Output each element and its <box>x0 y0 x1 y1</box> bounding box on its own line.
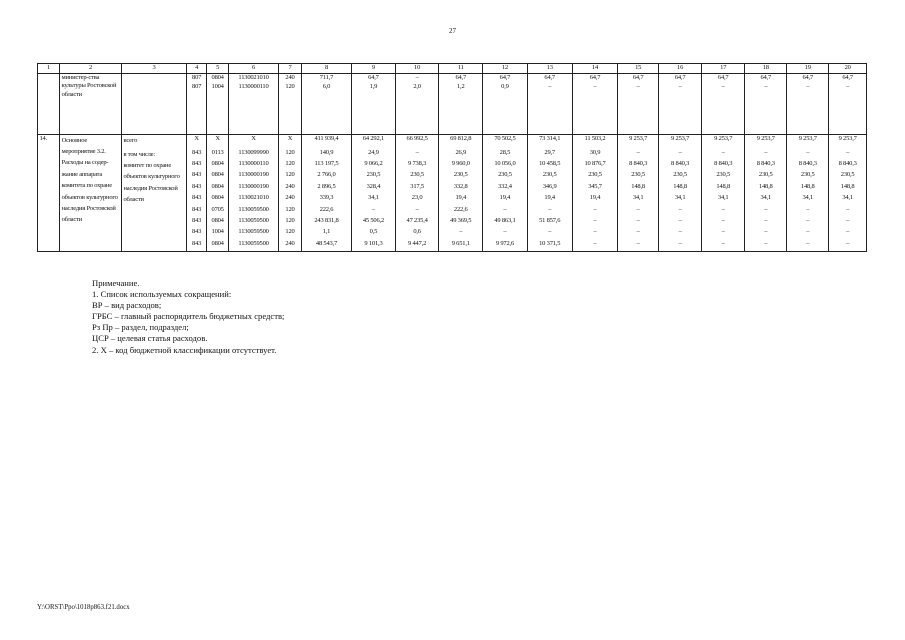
cell-value: 64,7 <box>632 73 644 81</box>
cell-value: 64,7 <box>760 73 772 81</box>
cell-value: 1,1 <box>322 228 331 236</box>
year-value-cell <box>351 134 395 252</box>
year-value-cell <box>702 134 745 252</box>
cell-value: – <box>806 228 810 236</box>
cell-value: 11 503,2 <box>584 134 606 142</box>
notes-line: ГРБС – главный распорядитель бюджетных средств; <box>92 311 285 322</box>
cell-value: – <box>846 228 850 236</box>
year-value-cell <box>829 134 867 252</box>
cell-value: – <box>806 216 810 224</box>
vr-cell <box>278 134 301 252</box>
cell-value: 113 197,5 <box>314 159 339 167</box>
col-header: 10 <box>396 64 439 74</box>
cell-value: 843 <box>192 205 202 213</box>
cell-value: 64,7 <box>717 73 729 81</box>
cell-value: X <box>194 134 199 142</box>
cell-value: 120 <box>285 148 295 156</box>
cell-value: 1130059500 <box>238 216 269 224</box>
cell-value: – <box>548 228 552 236</box>
year-value-cell <box>527 73 572 134</box>
year-value-cell <box>302 134 352 252</box>
col-header: 15 <box>618 64 659 74</box>
cell-value: 9 101,3 <box>364 239 383 247</box>
cell-value: 1130021010 <box>238 73 269 81</box>
year-value-cell <box>302 73 352 134</box>
cell-value: 230,5 <box>588 171 602 179</box>
cell-value: – <box>593 239 597 247</box>
cell-value: – <box>459 228 463 236</box>
cell-value: – <box>593 205 597 213</box>
col-header: 3 <box>121 64 186 74</box>
notes-line: ВР – вид расходов; <box>92 300 162 311</box>
cell-value: 1,9 <box>369 82 378 90</box>
executor-name: министер-ства культуры Ростовской области <box>60 73 122 134</box>
cell-value: 2 896,5 <box>317 182 336 190</box>
cell-value: – <box>593 228 597 236</box>
cell-value: 140,9 <box>319 148 334 156</box>
cell-value: 64 292,1 <box>362 134 385 142</box>
table-row-measure-3-2 <box>38 134 867 252</box>
cell-value: – <box>548 205 552 213</box>
year-value-cell <box>659 73 702 134</box>
cell-value: 120 <box>285 82 295 90</box>
cell-value: 230,5 <box>410 171 424 179</box>
cell-value: – <box>806 205 810 213</box>
cell-value: – <box>678 239 682 247</box>
cell-value: 1004 <box>211 82 224 90</box>
cell-value: X <box>215 134 220 142</box>
col-header: 8 <box>302 64 352 74</box>
col-header: 12 <box>483 64 527 74</box>
cell-value: – <box>678 148 682 156</box>
cell-value: 9 253,7 <box>756 134 775 142</box>
cell-value: 411 939,4 <box>314 134 339 142</box>
cell-value: 64,7 <box>499 73 511 81</box>
cell-value: 28,5 <box>499 148 511 156</box>
cell-value: 148,8 <box>716 182 731 190</box>
cell-value: – <box>678 216 682 224</box>
cell-value: 1004 <box>211 228 224 236</box>
cell-value: 64,7 <box>544 73 555 81</box>
cell-value: 339,3 <box>319 194 334 202</box>
cell-value: 9 960,0 <box>451 159 470 167</box>
cell-value: 148,8 <box>631 182 645 190</box>
cell-value: – <box>721 82 725 90</box>
cell-value: 19,4 <box>544 194 555 202</box>
cell-value: – <box>764 216 768 224</box>
cell-value: 843 <box>192 182 202 190</box>
col-header: 5 <box>207 64 229 74</box>
cell-value: 0804 <box>211 194 224 202</box>
year-value-cell <box>745 134 787 252</box>
cell-value: – <box>636 205 640 213</box>
cell-value: 8 840,3 <box>838 159 857 167</box>
column-number-row <box>38 64 867 74</box>
cell-value: 843 <box>192 148 202 156</box>
cell-value: 19,4 <box>589 194 601 202</box>
cell-value: 0705 <box>211 205 224 213</box>
cell-value: 1130059500 <box>238 228 269 236</box>
cell-value: 843 <box>192 171 202 179</box>
cell-value: – <box>636 239 640 247</box>
cell-value: 69 812,8 <box>450 134 472 142</box>
cell-value: 243 831,8 <box>314 216 339 224</box>
cell-value: 8 840,3 <box>671 159 690 167</box>
cell-value: 332,8 <box>453 182 468 190</box>
cell-value: – <box>721 216 725 224</box>
cell-value: – <box>371 205 375 213</box>
year-value-cell <box>829 73 867 134</box>
cell-value: – <box>806 239 810 247</box>
cell-value: 346,9 <box>542 182 557 190</box>
page-number: 27 <box>449 27 456 35</box>
notes-line: ЦСР – целевая статья расходов. <box>92 333 208 344</box>
cell-value: 34,1 <box>842 194 853 202</box>
cell-value: 34,1 <box>368 194 379 202</box>
cell-value: 1130000190 <box>238 171 269 179</box>
cell-value: 120 <box>285 171 295 179</box>
cell-value: 1130021010 <box>238 194 269 202</box>
cell-value: 332,4 <box>498 182 512 190</box>
cell-value: 317,5 <box>410 182 424 190</box>
cell-value: 0,5 <box>369 228 378 236</box>
cell-value: 8 840,3 <box>714 159 733 167</box>
col-header: 1 <box>38 64 60 74</box>
cell-value: – <box>764 82 768 90</box>
year-value-cell <box>483 134 527 252</box>
cell-value: 230,5 <box>673 171 687 179</box>
col-header: 14 <box>572 64 617 74</box>
cell-value: 1130059500 <box>238 205 269 213</box>
cell-value: 47 235,4 <box>406 216 428 224</box>
cell-value: 711,7 <box>319 73 334 81</box>
responsible-executor <box>121 134 186 252</box>
cell-value: 19,4 <box>499 194 511 202</box>
cell-value: 843 <box>192 159 202 167</box>
cell-value: 29,7 <box>544 148 555 156</box>
vr-cell <box>278 73 301 134</box>
col-header: 4 <box>187 64 207 74</box>
year-value-cell <box>396 73 439 134</box>
year-value-cell <box>396 134 439 252</box>
cell-value: – <box>415 148 419 156</box>
year-value-cell <box>618 73 659 134</box>
cell-value: 240 <box>285 73 295 81</box>
cell-value: – <box>721 205 725 213</box>
cell-value: – <box>846 205 850 213</box>
cell-value: 0804 <box>211 159 224 167</box>
cell-value: – <box>636 148 640 156</box>
cell-value: 843 <box>192 194 202 202</box>
including-label: в том числе: <box>123 150 155 158</box>
cell-value: 148,8 <box>840 182 855 190</box>
cell-value: – <box>678 205 682 213</box>
cell-value: 64,7 <box>589 73 601 81</box>
cell-value: 230,5 <box>800 171 815 179</box>
cell-value: 9 253,7 <box>629 134 648 142</box>
cell-value: 843 <box>192 228 202 236</box>
cell-value: 148,8 <box>673 182 687 190</box>
cell-value: 230,5 <box>840 171 855 179</box>
cell-value: 345,7 <box>588 182 602 190</box>
cell-value: 0804 <box>211 216 224 224</box>
cell-value: 1130000110 <box>238 159 269 167</box>
cell-value: 6,0 <box>322 82 331 90</box>
cell-value: 34,1 <box>717 194 729 202</box>
cell-value: 120 <box>285 159 295 167</box>
cell-value: 8 840,3 <box>756 159 775 167</box>
cell-value: 9 253,7 <box>838 134 857 142</box>
notes-line: 1. Список используемых сокращений: <box>92 289 232 300</box>
cell-value: 64,7 <box>842 73 853 81</box>
year-value-cell <box>351 73 395 134</box>
cell-value: 240 <box>285 239 295 247</box>
cell-value: 230,5 <box>453 171 468 179</box>
cell-value: 10 458,5 <box>539 159 561 167</box>
cell-value: 222,6 <box>453 205 468 213</box>
col-header: 13 <box>527 64 572 74</box>
cell-value: 10 876,7 <box>584 159 606 167</box>
cell-value: 8 840,3 <box>629 159 648 167</box>
cell-value: 9 738,3 <box>408 159 427 167</box>
cell-value: 230,5 <box>498 171 512 179</box>
col-header: 6 <box>229 64 279 74</box>
col-header: 9 <box>351 64 395 74</box>
notes-block <box>92 278 284 356</box>
cell-value: – <box>806 82 810 90</box>
cell-value: 64,7 <box>802 73 814 81</box>
grbs-cell <box>187 134 207 252</box>
participant <box>121 73 186 134</box>
cell-value: 45 506,2 <box>362 216 385 224</box>
year-value-cell <box>787 73 829 134</box>
table-row-ministry-culture <box>38 73 867 134</box>
cell-value: 23,0 <box>411 194 423 202</box>
year-value-cell <box>572 73 617 134</box>
cell-value: 1130099990 <box>238 148 269 156</box>
cell-value: – <box>764 148 768 156</box>
csr-cell <box>229 134 279 252</box>
cell-value: 2,0 <box>413 82 421 90</box>
cell-value: 9 253,7 <box>671 134 690 142</box>
row-number <box>38 73 60 134</box>
cell-value: 240 <box>285 182 295 190</box>
cell-value: – <box>593 82 597 90</box>
row-number: 14. <box>38 134 60 252</box>
cell-value: 26,9 <box>455 148 467 156</box>
year-value-cell <box>618 134 659 252</box>
year-value-cell <box>439 134 483 252</box>
cell-value: 843 <box>192 216 202 224</box>
cell-value: 2 766,0 <box>317 171 336 179</box>
cell-value: 64,7 <box>455 73 467 81</box>
col-header: 11 <box>439 64 483 74</box>
cell-value: – <box>636 228 640 236</box>
col-header: 20 <box>829 64 867 74</box>
cell-value: 70 502,5 <box>494 134 516 142</box>
cell-value: 64,7 <box>368 73 379 81</box>
cell-value: 73 314,1 <box>539 134 561 142</box>
cell-value: 49 863,1 <box>494 216 516 224</box>
cell-value: 230,5 <box>542 171 557 179</box>
cell-value: 30,9 <box>589 148 601 156</box>
budget-table <box>37 63 867 252</box>
cell-value: 24,9 <box>368 148 379 156</box>
cell-value: 0804 <box>211 171 224 179</box>
cell-value: X <box>287 134 293 142</box>
cell-value: 0804 <box>211 73 224 81</box>
cell-value: 34,1 <box>802 194 814 202</box>
cell-value: 807 <box>192 82 202 90</box>
cell-value: – <box>503 228 507 236</box>
year-value-cell <box>483 73 527 134</box>
cell-value: – <box>721 228 725 236</box>
cell-value: – <box>593 216 597 224</box>
year-value-cell <box>572 134 617 252</box>
cell-value: X <box>251 134 256 142</box>
cell-value: 1130000110 <box>238 82 269 90</box>
cell-value: – <box>806 148 810 156</box>
total-label: всего <box>123 136 138 144</box>
cell-value: 10 371,5 <box>539 239 561 247</box>
cell-value: – <box>503 205 507 213</box>
notes-title: Примечание. <box>92 278 140 288</box>
file-path-footer: Y:\ORST\Ppo\1018p863.f21.docx <box>37 604 130 611</box>
cell-value: – <box>846 148 850 156</box>
cell-value: 9 447,2 <box>408 239 427 247</box>
cell-value: 0804 <box>211 182 224 190</box>
year-value-cell <box>787 134 829 252</box>
cell-value: – <box>721 239 725 247</box>
rzpr-cell <box>207 134 229 252</box>
cell-value: 1,2 <box>456 82 465 90</box>
cell-value: – <box>548 82 552 90</box>
cell-value: – <box>764 228 768 236</box>
cell-value: 9 253,7 <box>798 134 817 142</box>
cell-value: – <box>415 205 419 213</box>
cell-value: 0,9 <box>501 82 509 90</box>
csr-cell <box>229 73 279 134</box>
cell-value: 240 <box>285 194 295 202</box>
col-header: 2 <box>60 64 122 74</box>
notes-line: 2. Х – код бюджетной классификации отсутствует. <box>92 344 277 355</box>
cell-value: 64,7 <box>674 73 686 81</box>
col-header: 16 <box>659 64 702 74</box>
cell-value: 120 <box>285 205 295 213</box>
cell-value: 34,1 <box>674 194 686 202</box>
cell-value: 0,6 <box>413 228 421 236</box>
cell-value: – <box>678 228 682 236</box>
cell-value: – <box>764 205 768 213</box>
cell-value: 9 253,7 <box>714 134 733 142</box>
cell-value: 843 <box>192 239 202 247</box>
year-value-cell <box>659 134 702 252</box>
col-header: 19 <box>787 64 829 74</box>
cell-value: 1130059500 <box>238 239 269 247</box>
year-value-cell <box>745 73 787 134</box>
cell-value: 10 056,0 <box>494 159 516 167</box>
cell-value: 807 <box>192 73 202 81</box>
cell-value: – <box>721 148 725 156</box>
cell-value: 66 992,5 <box>406 134 428 142</box>
cell-value: 49 369,5 <box>450 216 472 224</box>
cell-value: 328,4 <box>366 182 381 190</box>
cell-value: 9 651,1 <box>451 239 470 247</box>
cell-value: 148,8 <box>758 182 773 190</box>
cell-value: 120 <box>285 228 295 236</box>
cell-value: – <box>636 82 640 90</box>
col-header: 17 <box>702 64 745 74</box>
year-value-cell <box>527 134 572 252</box>
cell-value: 9 066,2 <box>364 159 383 167</box>
year-value-cell <box>439 73 483 134</box>
cell-value: 34,1 <box>760 194 772 202</box>
cell-value: 0113 <box>211 148 224 156</box>
measure-name: Основное мероприятие 3.2. Расходы на содер-жание аппарата комитета по охране объектов культурного наследия Ростовской области <box>60 134 122 252</box>
committee-name: комитет по охране объектов культурного наследия Ростовской области <box>123 161 180 204</box>
cell-value: – <box>846 216 850 224</box>
cell-value: 230,5 <box>631 171 645 179</box>
cell-value: – <box>846 239 850 247</box>
grbs-cell <box>187 73 207 134</box>
cell-value: 19,4 <box>455 194 467 202</box>
cell-value: 222,6 <box>319 205 334 213</box>
cell-value: 230,5 <box>716 171 731 179</box>
cell-value: – <box>678 82 682 90</box>
cell-value: – <box>764 239 768 247</box>
cell-value: 148,8 <box>800 182 815 190</box>
col-header: 7 <box>278 64 301 74</box>
notes-line: Рз Пр – раздел, подраздел; <box>92 322 189 333</box>
col-header: 18 <box>745 64 787 74</box>
cell-value: 1130000190 <box>238 182 269 190</box>
cell-value: – <box>415 73 419 81</box>
cell-value: 0804 <box>211 239 224 247</box>
cell-value: 9 972,6 <box>495 239 514 247</box>
cell-value: – <box>846 82 850 90</box>
cell-value: – <box>636 216 640 224</box>
cell-value: 230,5 <box>758 171 773 179</box>
rzpr-cell <box>207 73 229 134</box>
year-value-cell <box>702 73 745 134</box>
cell-value: 8 840,3 <box>798 159 817 167</box>
cell-value: 51 857,6 <box>539 216 561 224</box>
cell-value: 230,5 <box>366 171 381 179</box>
cell-value: 120 <box>285 216 295 224</box>
cell-value: 34,1 <box>632 194 644 202</box>
cell-value: 48 543,7 <box>315 239 338 247</box>
